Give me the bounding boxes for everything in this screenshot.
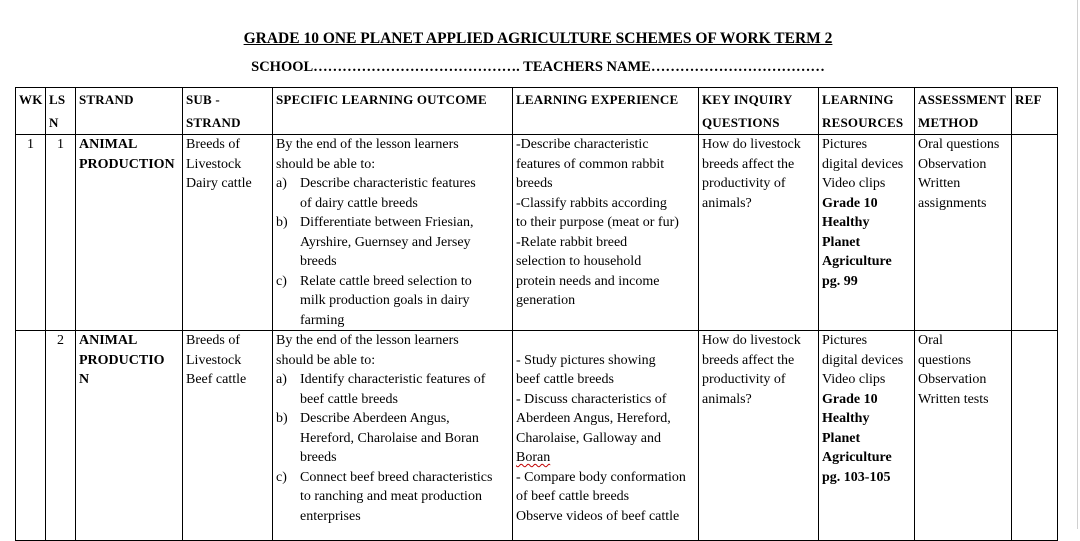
scheme-of-work-table (15, 87, 1058, 541)
week-cell (16, 331, 46, 541)
inquiry-cell: How do livestock breeds affect the productivity of animals? (699, 135, 819, 331)
lesson-cell: 2 (46, 331, 76, 541)
table-row (16, 135, 1058, 331)
outcome-cell: By the end of the lesson learners should be able to: a) Describe characteristic features of dairy cattle breeds b) Differentiate between Friesian, Ayrshire, Guernsey and Jersey breeds c) Relate cattle breed selection to milk production goals in dairy farming (273, 135, 513, 331)
header-inquiry: KEY INQUIRY QUESTIONS (699, 88, 819, 135)
lesson-cell: 1 (46, 135, 76, 331)
header-lsn: LS N (46, 88, 76, 135)
assessment-cell: Oral questions Observation Written assignments (915, 135, 1012, 331)
sub-strand-cell: Breeds of Livestock Dairy cattle (183, 135, 273, 331)
header-experience: LEARNING EXPERIENCE (513, 88, 699, 135)
header-row (16, 88, 1058, 135)
school-teacher-line: SCHOOL……………………………………. TEACHERS NAME……………………………… (251, 59, 825, 75)
header-wk: WK (16, 88, 46, 135)
header-outcome: SPECIFIC LEARNING OUTCOME (273, 88, 513, 135)
experience-cell: -Describe characteristic features of common rabbit breeds -Classify rabbits according to their purpose (meat or fur) -Relate rabbit breed selection to household protein needs and income generation (513, 135, 699, 331)
ref-cell (1012, 135, 1058, 331)
strand-cell: ANIMAL PRODUCTIO N (76, 331, 183, 541)
table-row (16, 331, 1058, 541)
misspelled-word: Boran (516, 450, 551, 465)
outcome-cell: By the end of the lesson learners should be able to: a) Identify characteristic features of beef cattle breeds b) Describe Aberdeen Angus, Hereford, Charolaise and Boran breeds c) Connect beef breed characteristics to ranching and meat production enterprises (273, 331, 513, 541)
header-assessment: ASSESSMENT METHOD (915, 88, 1012, 135)
outcome-item: c) Relate cattle breed selection to milk production goals in dairy farming (276, 273, 472, 328)
outcome-item: a) Describe characteristic features of dairy cattle breeds (276, 176, 476, 211)
header-strand: STRAND (76, 88, 183, 135)
page-edge-divider (1077, 0, 1078, 529)
header-ref: REF (1012, 88, 1058, 135)
ref-cell (1012, 331, 1058, 541)
outcome-item: b) Describe Aberdeen Angus, Hereford, Charolaise and Boran breeds (276, 411, 479, 465)
document-title: GRADE 10 ONE PLANET APPLIED AGRICULTURE SCHEMES OF WORK TERM 2 (243, 30, 833, 47)
resources-cell: Pictures digital devices Video clips Grade 10 Healthy Planet Agriculture pg. 99 (819, 135, 915, 331)
header-sub-strand: SUB - STRAND (183, 88, 273, 135)
sub-strand-cell: Breeds of Livestock Beef cattle (183, 331, 273, 541)
strand-cell: ANIMAL PRODUCTION (76, 135, 183, 331)
header-resources: LEARNING RESOURCES (819, 88, 915, 135)
outcome-item: b) Differentiate between Friesian, Ayrshire, Guernsey and Jersey breeds (276, 215, 474, 269)
assessment-cell: Oral questions Observation Written tests (915, 331, 1012, 541)
experience-cell: - Study pictures showing beef cattle breeds - Discuss characteristics of Aberdeen Angus, Hereford, Charolaise, Galloway and Boran - Compare body conformation of beef cattle breeds Observe videos of beef cattle (513, 331, 699, 541)
outcome-item: a) Identify characteristic features of beef cattle breeds (276, 372, 486, 407)
week-cell: 1 (16, 135, 46, 331)
resources-cell: Pictures digital devices Video clips Grade 10 Healthy Planet Agriculture pg. 103-105 (819, 331, 915, 541)
inquiry-cell: How do livestock breeds affect the productivity of animals? (699, 331, 819, 541)
outcome-item: c) Connect beef breed characteristics to ranching and meat production enterprises (276, 469, 493, 524)
